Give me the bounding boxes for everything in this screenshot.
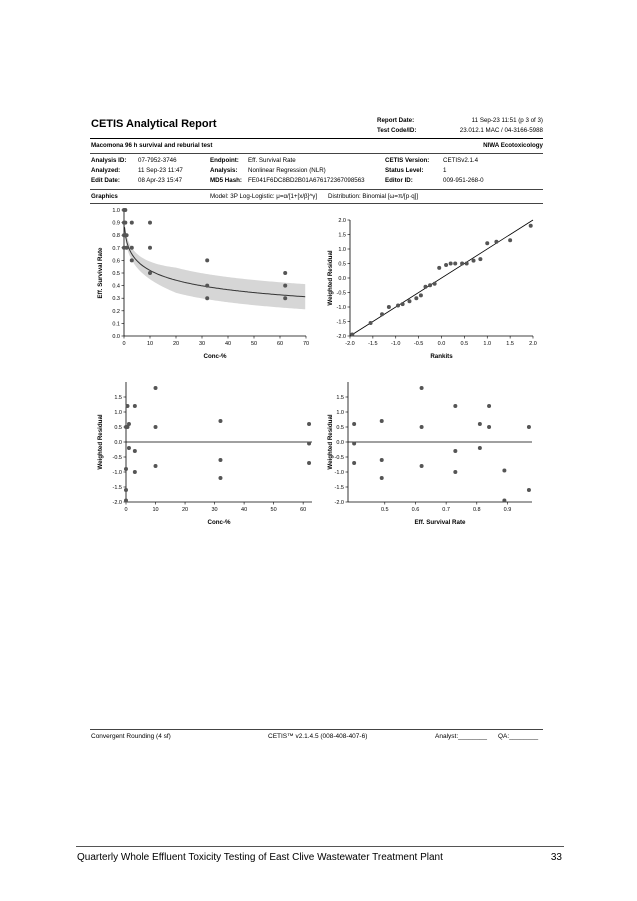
x-tick-label: 50 — [250, 341, 258, 347]
y-tick-label: 0.1 — [112, 321, 120, 328]
data-point — [428, 283, 432, 287]
data-point — [283, 271, 287, 275]
x-tick-label: 60 — [276, 341, 284, 347]
data-point — [502, 499, 506, 503]
data-point — [352, 442, 356, 446]
distribution-text: Distribution: Binomial [ω=π/[p·q]] — [328, 193, 419, 200]
edit-date: 08 Apr-23 15:47 — [138, 177, 183, 184]
y-tick-label: 1.0 — [338, 247, 346, 253]
editor-id-label: Editor ID: — [385, 177, 413, 184]
data-point — [133, 449, 137, 453]
data-point — [401, 302, 405, 306]
x-tick-label: 0.0 — [437, 341, 446, 347]
data-point — [123, 208, 127, 212]
x-tick-label: 40 — [224, 341, 232, 347]
data-point — [387, 305, 391, 309]
analysis: Nonlinear Regression (NLR) — [248, 167, 326, 174]
data-point — [433, 282, 437, 286]
data-point — [529, 224, 533, 228]
data-point — [444, 263, 448, 267]
data-point — [396, 304, 400, 308]
data-point — [460, 262, 464, 266]
y-tick-label: 0.3 — [112, 296, 120, 303]
dose-response-chart — [86, 204, 318, 368]
data-point — [502, 469, 506, 473]
y-tick-label: 1.5 — [336, 395, 344, 401]
x-axis-label: Eff. Survival Rate — [414, 519, 466, 526]
x-tick-label: -1.0 — [391, 341, 401, 347]
data-point — [350, 333, 354, 337]
edit-date-label: Edit Date: — [91, 177, 120, 184]
y-tick-label: -1.5 — [112, 485, 122, 491]
y-tick-label: 0.5 — [114, 425, 122, 431]
y-tick-label: 0.0 — [114, 440, 122, 446]
y-tick-label: -2.0 — [112, 500, 122, 506]
x-tick-label: 0.5 — [460, 341, 469, 347]
y-tick-label: 0.2 — [112, 308, 120, 315]
x-tick-label: 50 — [270, 507, 277, 513]
x-axis-label: Rankits — [430, 353, 453, 360]
editor-id: 009-951-268-0 — [443, 177, 484, 184]
analysis-id-label: Analysis ID: — [91, 157, 127, 164]
data-point — [124, 467, 128, 471]
x-tick-label: 1.0 — [483, 341, 492, 347]
data-point — [154, 425, 158, 429]
data-point — [148, 246, 152, 250]
data-point — [419, 293, 423, 297]
data-point — [369, 321, 373, 325]
md5-hash: FE041F6DC8BD2B01A676172367098563 — [248, 177, 365, 184]
x-tick-label: -0.5 — [413, 341, 424, 347]
data-point — [487, 404, 491, 408]
data-point — [127, 446, 131, 450]
y-tick-label: -1.5 — [336, 319, 346, 326]
reference-line — [350, 220, 533, 336]
cetis-version-label: CETIS Version: — [385, 157, 430, 164]
y-tick-label: -1.0 — [334, 470, 344, 476]
data-point — [127, 422, 131, 426]
rounding-text: Convergent Rounding (4 sf) — [91, 733, 171, 740]
data-point — [125, 404, 129, 408]
data-point — [449, 262, 453, 266]
y-tick-label: -0.5 — [334, 455, 344, 461]
y-tick-label: 1.5 — [338, 232, 346, 239]
graphics-label: Graphics — [91, 193, 118, 200]
data-point — [218, 419, 222, 423]
page-footer-rule — [76, 846, 564, 847]
y-tick-label: -1.0 — [336, 305, 346, 311]
y-tick-label: -1.5 — [334, 485, 344, 491]
analysis-id: 07-7952-3746 — [138, 157, 177, 164]
y-tick-label: 0.6 — [112, 258, 120, 265]
data-point — [465, 262, 469, 266]
residual-vs-conc-chart — [86, 370, 318, 534]
x-tick-label: 40 — [241, 507, 248, 513]
data-point — [352, 422, 356, 426]
data-point — [420, 464, 424, 468]
x-axis-label: Conc-% — [203, 353, 227, 360]
org-name: NIWA Ecotoxicology — [483, 142, 543, 149]
page-footer-title: Quarterly Whole Effluent Toxicity Testing of East Clive Wastewater Treatment Plant — [77, 852, 443, 863]
analyzed-label: Analyzed: — [91, 167, 121, 174]
y-tick-label: -1.0 — [112, 470, 122, 476]
test-name: Macomona 96 h survival and reburial test — [91, 142, 213, 149]
qq-plot-chart — [316, 204, 542, 368]
data-point — [508, 238, 512, 242]
data-point — [307, 442, 311, 446]
x-tick-label: 0.7 — [442, 507, 450, 513]
y-axis-label: Weighted Residual — [97, 414, 104, 470]
test-divider — [90, 153, 543, 154]
y-tick-label: 0.0 — [336, 440, 344, 446]
qa-field: QA:________ — [498, 733, 539, 740]
footer-divider — [90, 729, 543, 730]
y-tick-label: 0.8 — [112, 233, 120, 240]
data-point — [205, 284, 209, 288]
x-tick-label: 0.9 — [503, 507, 512, 513]
x-tick-label: 2.0 — [529, 341, 537, 347]
data-point — [154, 464, 158, 468]
data-point — [307, 461, 311, 465]
data-point — [380, 476, 384, 480]
y-tick-label: 0.9 — [112, 220, 120, 227]
md5-label: MD5 Hash: — [210, 177, 242, 184]
x-tick-label: 20 — [181, 507, 189, 513]
data-point — [407, 299, 411, 303]
data-point — [380, 312, 384, 316]
x-tick-label: -1.5 — [368, 341, 378, 347]
x-tick-label: 0 — [122, 341, 126, 347]
data-point — [527, 425, 531, 429]
data-point — [130, 246, 134, 250]
x-tick-label: 0 — [124, 507, 128, 513]
data-point — [494, 240, 498, 244]
data-point — [148, 271, 152, 275]
status-level-label: Status Level: — [385, 167, 424, 174]
x-tick-label: 70 — [302, 341, 310, 347]
data-point — [472, 259, 476, 263]
analysis-label: Analysis: — [210, 167, 238, 174]
analyst-field: Analyst:________ — [435, 733, 488, 740]
data-point — [437, 266, 441, 270]
data-point — [478, 422, 482, 426]
data-point — [123, 221, 127, 225]
data-point — [420, 386, 424, 390]
y-tick-label: 0.4 — [112, 283, 120, 290]
data-point — [130, 258, 134, 262]
y-tick-label: -2.0 — [336, 334, 346, 340]
endpoint: Eff. Survival Rate — [248, 157, 296, 164]
y-tick-label: 0.5 — [112, 271, 120, 277]
data-point — [218, 458, 222, 462]
page-number: 33 — [550, 852, 562, 863]
y-tick-label: 1.5 — [114, 395, 122, 401]
data-point — [453, 470, 457, 474]
y-axis-label: Weighted Residual — [327, 250, 334, 306]
y-axis-label: Weighted Residual — [327, 414, 334, 470]
cetis-version: CETISv2.1.4 — [443, 157, 479, 164]
y-tick-label: 0.5 — [338, 261, 346, 268]
data-point — [414, 296, 418, 300]
x-tick-label: 20 — [172, 341, 180, 347]
data-point — [380, 458, 384, 462]
x-tick-label: 1.5 — [506, 341, 514, 347]
y-tick-label: 0.5 — [336, 425, 344, 431]
x-axis-label: Conc-% — [207, 519, 231, 526]
y-tick-label: 1.0 — [336, 410, 344, 416]
y-tick-label: -2.0 — [334, 500, 344, 506]
cetis-version-footer: CETIS™ v2.1.4.5 (008-408-407-6) — [268, 733, 368, 740]
test-code: 23.012.1 MAC / 04-3166-5988 — [459, 127, 543, 134]
endpoint-label: Endpoint: — [210, 157, 239, 164]
data-point — [453, 262, 457, 266]
data-point — [485, 241, 489, 245]
report-date-label: Report Date: — [377, 117, 415, 124]
x-tick-label: 10 — [146, 341, 154, 347]
y-tick-label: -0.5 — [112, 455, 122, 461]
residual-vs-fitted-chart — [316, 370, 542, 534]
data-point — [205, 258, 209, 262]
y-tick-label: 1.0 — [112, 208, 120, 214]
y-axis-label: Eff. Survival Rate — [97, 247, 104, 299]
data-point — [124, 499, 128, 503]
data-point — [487, 425, 491, 429]
model-text: Model: 3P Log-Logistic: μ=α/[1+[x/β]^γ] — [210, 193, 318, 200]
data-point — [205, 296, 209, 300]
x-tick-label: 10 — [152, 507, 159, 513]
data-point — [283, 296, 287, 300]
data-point — [307, 422, 311, 426]
status-level: 1 — [443, 167, 447, 174]
x-tick-label: 0.5 — [380, 507, 389, 513]
data-point — [133, 470, 137, 474]
data-point — [283, 284, 287, 288]
report-title: CETIS Analytical Report — [91, 118, 217, 130]
data-point — [218, 476, 222, 480]
data-point — [478, 257, 482, 261]
data-point — [352, 461, 356, 465]
x-tick-label: 30 — [211, 507, 218, 513]
info-divider — [90, 189, 543, 190]
y-tick-label: -0.5 — [336, 290, 346, 297]
x-tick-label: 60 — [300, 507, 307, 513]
data-point — [133, 404, 137, 408]
y-tick-label: 0.7 — [112, 245, 120, 252]
data-point — [148, 221, 152, 225]
data-point — [124, 488, 128, 492]
data-point — [423, 285, 427, 289]
data-point — [380, 419, 384, 423]
header-divider — [90, 138, 543, 139]
data-point — [453, 449, 457, 453]
analyzed: 11 Sep-23 11:47 — [138, 167, 183, 174]
y-tick-label: 2.0 — [338, 218, 346, 224]
data-point — [154, 386, 158, 390]
data-point — [478, 446, 482, 450]
y-tick-label: 1.0 — [114, 410, 122, 416]
y-tick-label: 0.0 — [112, 334, 120, 340]
report-date: 11 Sep-23 11:51 (p 3 of 3) — [471, 117, 543, 124]
data-point — [453, 404, 457, 408]
data-point — [527, 488, 531, 492]
x-tick-label: 30 — [198, 341, 206, 347]
y-tick-label: 0.0 — [338, 276, 346, 282]
x-tick-label: 0.8 — [472, 507, 481, 513]
x-tick-label: 0.6 — [411, 507, 420, 513]
data-point — [125, 233, 129, 237]
confidence-band — [125, 222, 306, 309]
test-code-label: Test Code/ID: — [377, 127, 417, 134]
x-tick-label: -2.0 — [345, 341, 355, 347]
data-point — [130, 221, 134, 225]
data-point — [420, 425, 424, 429]
data-point — [125, 246, 129, 250]
